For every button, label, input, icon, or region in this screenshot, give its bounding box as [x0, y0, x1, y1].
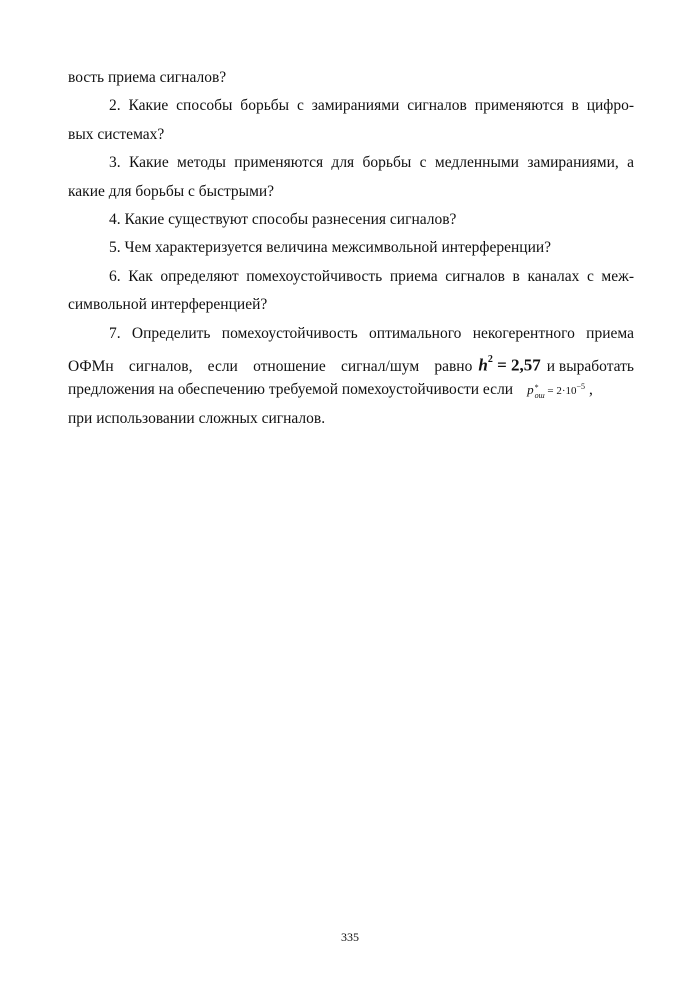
question-2-line-2: вых системах?: [68, 125, 165, 143]
formula-h-value: = 2,57: [492, 355, 541, 375]
formula-p-exp: −5: [576, 382, 586, 392]
formula-p-sup: *: [534, 382, 539, 392]
question-7-line-1: 7. Определить помехоустойчивость оптимального некогерентного приема: [109, 324, 634, 342]
snr-formula: [478, 348, 540, 380]
formula-h-var: h: [478, 355, 488, 375]
text-line: вость приема сигналов?: [68, 69, 227, 86]
question-6-line-2: символьной интерференцией?: [68, 296, 268, 314]
questions-text: [68, 64, 634, 433]
q7-line3-end: ,: [589, 381, 593, 399]
formula-p-base: p: [527, 382, 534, 398]
question-7-line-4: при использовании сложных сигналов.: [68, 409, 326, 427]
question-3-line-2: какие для борьбы с быстрыми?: [68, 182, 275, 200]
page-number: 335: [341, 930, 359, 944]
q7-line2-text: ОФМн сигналов, если отношение сигнал/шум равно: [68, 357, 473, 375]
formula-p-value: = 2·10: [544, 385, 577, 398]
q7-line3-text: предложения на обеспечению требуемой помехоустойчивости если: [68, 381, 514, 399]
formula-h-exp: 2: [487, 353, 493, 365]
question-4: 4. Какие существуют способы разнесения сигналов?: [109, 210, 457, 228]
formula-p-sub: ош: [534, 390, 545, 400]
q7-line2-end: и выработать: [546, 357, 634, 375]
error-probability-formula: [527, 376, 585, 406]
question-5: 5. Чем характеризуется величина межсимвольной интерференции?: [109, 239, 552, 257]
question-3-line-1: 3. Какие методы применяются для борьбы с медленными замираниями, а: [109, 154, 634, 172]
question-7-line-3: [68, 376, 634, 404]
question-6-line-1: 6. Как определяют помехоустойчивость приема сигналов в каналах с меж-: [109, 267, 634, 285]
question-2-line-1: 2. Какие способы борьбы с замираниями сигналов применяются в цифро-: [109, 97, 634, 115]
question-7-line-2: [68, 348, 634, 376]
formula-p-scripts: [535, 384, 545, 400]
